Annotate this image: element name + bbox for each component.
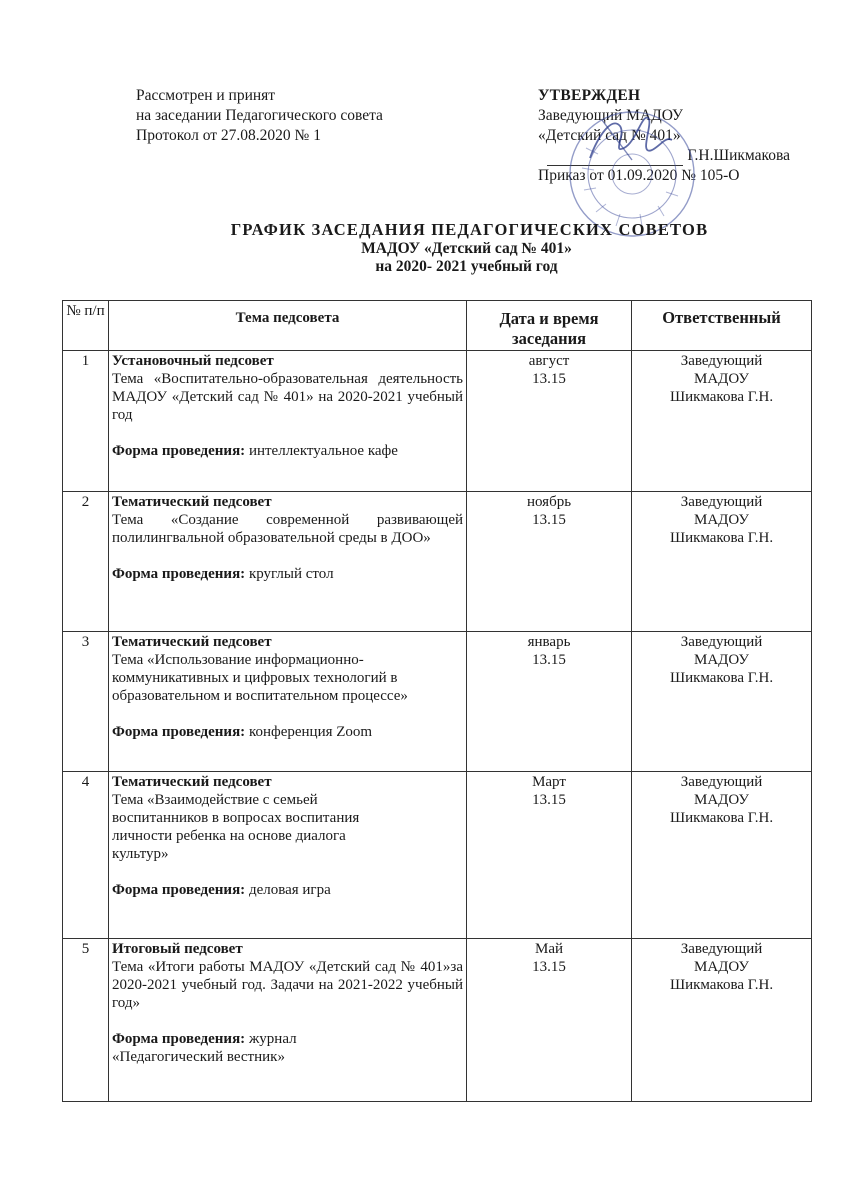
row-number: 3 — [63, 632, 109, 772]
council-kind: Установочный педсовет — [112, 353, 274, 369]
resp-position: Заведующий — [680, 353, 763, 369]
resp-org: МАДОУ — [693, 959, 749, 975]
topic-cell — [109, 772, 467, 939]
form-value: деловая игра — [245, 882, 331, 898]
council-kind: Итоговый педсовет — [112, 941, 243, 957]
council-theme: Тема «Воспитательно-образовательная деятельность МАДОУ «Детский сад № 401» на 2020-2021 учебный год — [112, 371, 463, 423]
resp-org: МАДОУ — [693, 792, 749, 808]
topic-cell — [109, 351, 467, 492]
council-theme: Тема «Использование информационно-коммуникативных и цифровых технологий в образовательном и воспитательном процессе» — [112, 652, 408, 704]
responsible-cell — [632, 939, 812, 1102]
responsible-cell — [632, 351, 812, 492]
month: Май — [534, 941, 564, 957]
table-row — [63, 772, 812, 939]
responsible-cell — [632, 632, 812, 772]
council-kind: Тематический педсовет — [112, 494, 272, 510]
review-line-2: на заседании Педагогического совета — [136, 107, 383, 124]
time: 13.15 — [532, 371, 566, 387]
responsible-cell — [632, 772, 812, 939]
resp-position: Заведующий — [680, 774, 763, 790]
header-date: Дата и время заседания — [467, 301, 632, 351]
resp-name: Шикмакова Г.Н. — [669, 670, 774, 686]
responsible-cell — [632, 492, 812, 632]
council-form — [112, 442, 463, 460]
date-cell — [467, 939, 632, 1102]
signature-underline — [547, 151, 683, 166]
form-label: Форма проведения: — [112, 443, 246, 459]
council-kind: Тематический педсовет — [112, 634, 272, 650]
resp-name: Шикмакова Г.Н. — [669, 530, 774, 546]
month: ноябрь — [526, 494, 572, 510]
council-kind: Тематический педсовет — [112, 774, 272, 790]
date-cell — [467, 772, 632, 939]
form-label: Форма проведения: — [112, 724, 246, 740]
council-theme: Тема «Итоги работы МАДОУ «Детский сад № 401»за 2020-2021 учебный год. Задачи на 2021-2022 учебный год» — [112, 959, 463, 1011]
schedule-table — [62, 300, 812, 1102]
table-row — [63, 351, 812, 492]
row-number: 2 — [63, 492, 109, 632]
form-label: Форма проведения: — [112, 1031, 246, 1047]
form-value: интеллектуальное кафе — [245, 443, 398, 459]
form-label: Форма проведения: — [112, 566, 246, 582]
signer-name: Г.Н.Шикмакова — [687, 147, 790, 164]
time: 13.15 — [532, 792, 566, 808]
title-line-2: МАДОУ «Детский сад № 401» — [361, 240, 572, 257]
time: 13.15 — [532, 512, 566, 528]
resp-org: МАДОУ — [693, 512, 749, 528]
title-line-1: ГРАФИК ЗАСЕДАНИЯ ПЕДАГОГИЧЕСКИХ СОВЕТОВ — [230, 220, 709, 239]
date-cell — [467, 632, 632, 772]
topic-cell — [109, 939, 467, 1102]
row-number: 1 — [63, 351, 109, 492]
table-row — [63, 492, 812, 632]
topic-cell — [109, 492, 467, 632]
council-form — [112, 723, 463, 741]
table-header-row — [63, 301, 812, 351]
resp-org: МАДОУ — [693, 652, 749, 668]
approved-label: УТВЕРЖДЕН — [538, 87, 641, 104]
header-responsible: Ответственный — [632, 301, 812, 351]
signature-line — [538, 146, 798, 166]
approval-block-left — [136, 86, 383, 146]
time: 13.15 — [532, 959, 566, 975]
date-cell — [467, 492, 632, 632]
resp-name: Шикмакова Г.Н. — [669, 389, 774, 405]
header-topic: Тема педсовета — [109, 301, 467, 351]
resp-name: Шикмакова Г.Н. — [669, 810, 774, 826]
council-form — [112, 881, 406, 899]
resp-position: Заведующий — [680, 494, 763, 510]
resp-org: МАДОУ — [693, 371, 749, 387]
month: август — [528, 353, 570, 369]
council-form — [112, 565, 463, 583]
resp-position: Заведующий — [680, 634, 763, 650]
row-number: 4 — [63, 772, 109, 939]
table-row — [63, 632, 812, 772]
form-value: круглый стол — [245, 566, 334, 582]
council-form — [112, 1030, 463, 1066]
topic-cell — [109, 632, 467, 772]
header-num: № п/п — [63, 301, 109, 351]
form-value: конференция Zoom — [245, 724, 373, 740]
form-value: журнал «Педагогический вестник» — [112, 1031, 297, 1065]
council-theme: Тема «Взаимодействие с семьей воспитанников в вопросах воспитания личности ребенка на основе диалога культур» — [112, 792, 360, 862]
council-theme: Тема «Создание современной развивающей полилингвальной образовательной среды в ДОО» — [112, 512, 463, 546]
approval-block-right — [538, 86, 798, 186]
protocol-line: Протокол от 27.08.2020 № 1 — [136, 127, 321, 144]
org-name: «Детский сад № 401» — [538, 127, 681, 144]
row-number: 5 — [63, 939, 109, 1102]
review-line-1: Рассмотрен и принят — [136, 87, 276, 104]
order-line: Приказ от 01.09.2020 № 105-О — [538, 167, 740, 184]
month: Март — [532, 774, 566, 790]
date-cell — [467, 351, 632, 492]
resp-position: Заведующий — [680, 941, 763, 957]
resp-name: Шикмакова Г.Н. — [669, 977, 774, 993]
time: 13.15 — [532, 652, 566, 668]
table-row — [63, 939, 812, 1102]
title-line-3: на 2020- 2021 учебный год — [375, 258, 558, 275]
head-title: Заведующий МАДОУ — [538, 107, 684, 124]
form-label: Форма проведения: — [112, 882, 246, 898]
month: январь — [527, 634, 571, 650]
document-title — [0, 220, 849, 276]
